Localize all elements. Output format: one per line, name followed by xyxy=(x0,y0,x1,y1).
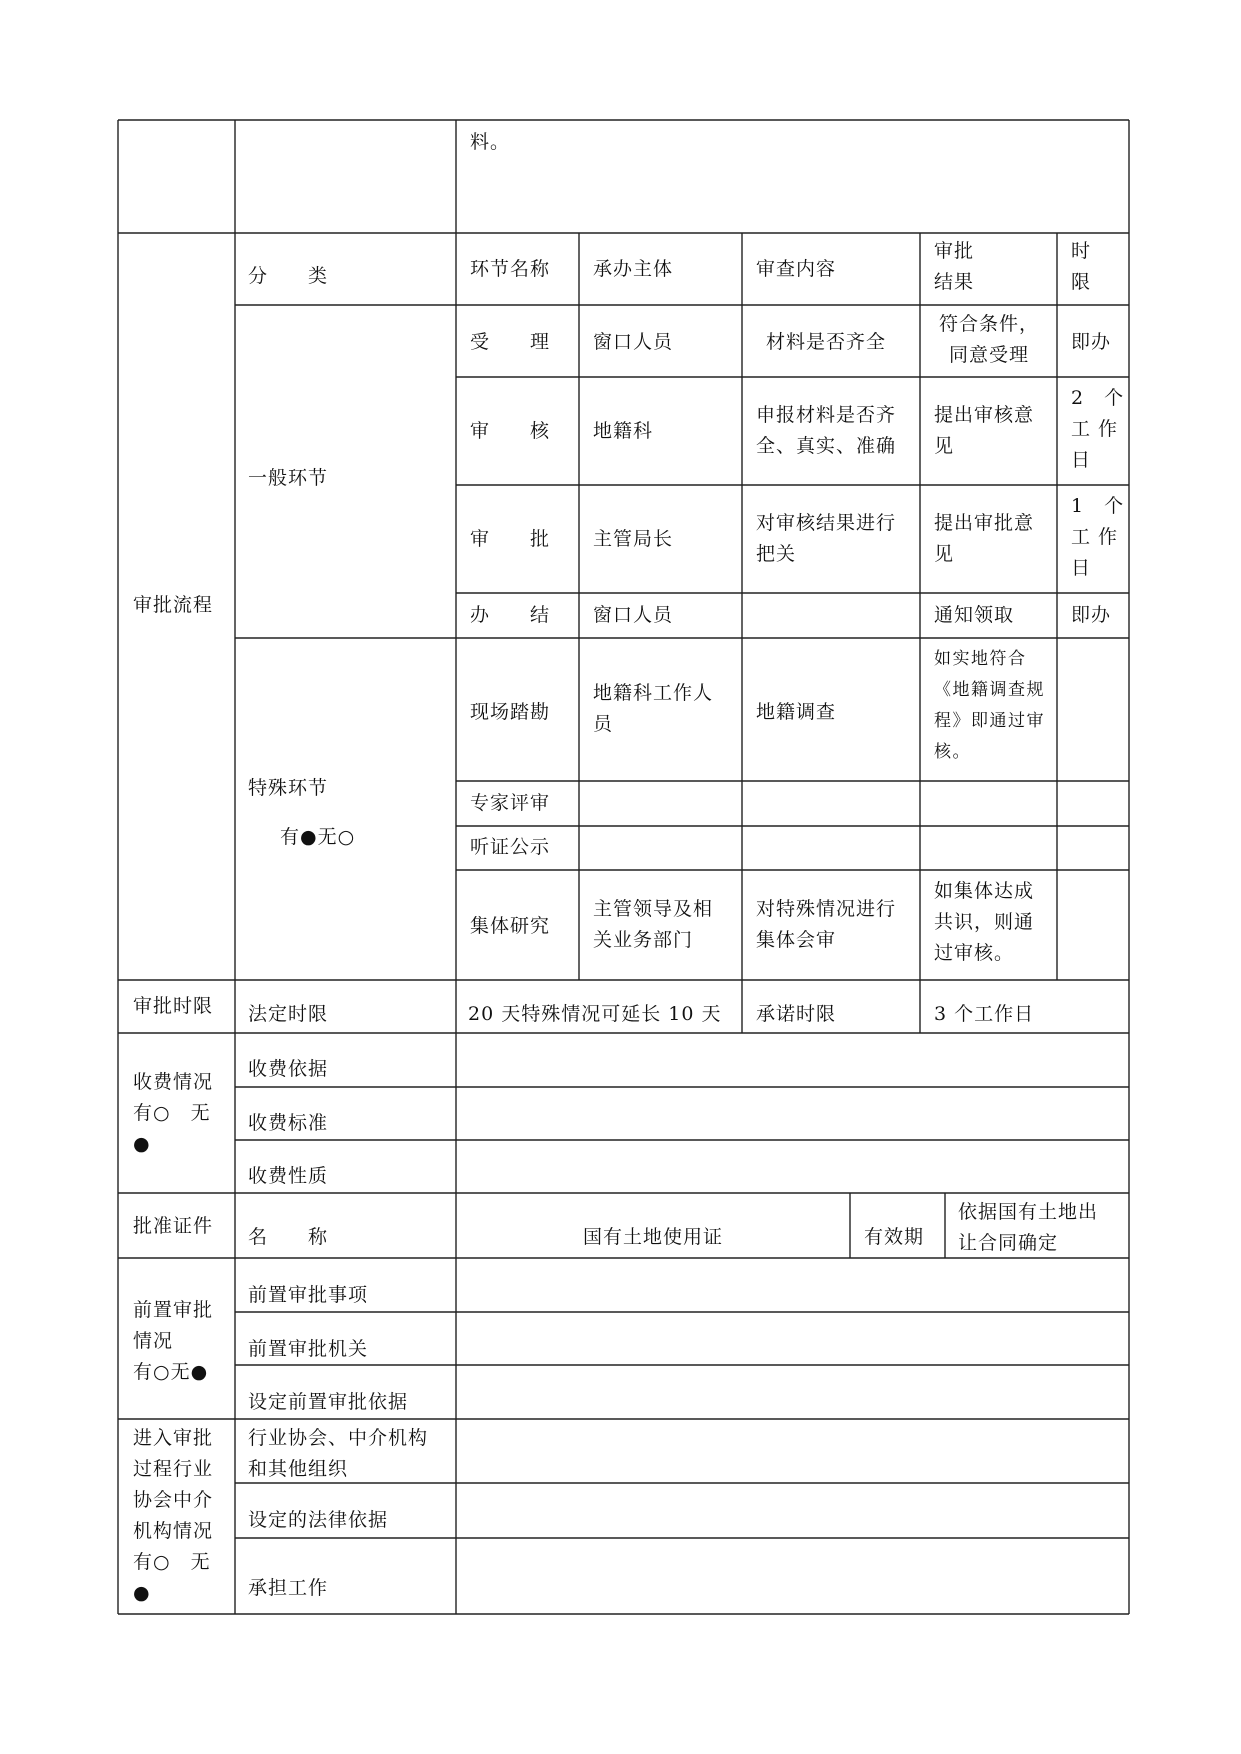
pre-approval-label: 前置审批 情况 有○无● xyxy=(133,1299,214,1383)
promise-limit-value: 3 个工作日 xyxy=(934,1003,1035,1025)
certificate-name-value: 国有土地使用证 xyxy=(582,1226,723,1248)
general-step-handler: 主管局长 xyxy=(593,528,674,550)
special-step-review: 地籍调查 xyxy=(756,701,837,723)
general-steps-label: 一般环节 xyxy=(248,467,329,489)
header-result: 审批 结果 xyxy=(934,240,975,293)
general-step-name: 审 核 xyxy=(470,420,551,442)
general-step-result: 提出审批意 见 xyxy=(934,512,1035,565)
pre-approval-row-label: 前置审批机关 xyxy=(248,1338,369,1360)
general-step-result: 符合条件， 同意受理 xyxy=(938,313,1039,366)
general-step-limit: 即办 xyxy=(1071,331,1112,353)
general-step-result: 通知领取 xyxy=(934,604,1015,626)
special-step-name: 专家评审 xyxy=(470,792,551,814)
certificate-label: 批准证件 xyxy=(133,1215,214,1237)
fee-row-label: 收费性质 xyxy=(248,1165,329,1187)
fee-row-label: 收费依据 xyxy=(248,1058,329,1080)
pre-approval-row-label: 设定前置审批依据 xyxy=(248,1391,409,1413)
special-steps-label: 特殊环节 xyxy=(248,777,329,799)
process-section-label: 审批流程 xyxy=(133,594,214,616)
intermediary-row-label: 设定的法律依据 xyxy=(248,1509,389,1531)
intermediary-label: 进入审批 过程行业 协会中介 机构情况 有○ 无 ● xyxy=(133,1427,214,1604)
top-row-text: 料。 xyxy=(470,131,511,153)
general-step-handler: 窗口人员 xyxy=(593,331,674,353)
special-step-name: 集体研究 xyxy=(470,915,551,937)
validity-label: 有效期 xyxy=(864,1226,925,1248)
header-step-name: 环节名称 xyxy=(470,258,551,280)
time-limit-label: 审批时限 xyxy=(133,995,214,1017)
special-step-handler: 地籍科工作人 员 xyxy=(593,682,714,735)
general-step-name: 审 批 xyxy=(470,528,551,550)
special-step-result: 如集体达成 共识，则通 过审核。 xyxy=(934,880,1035,964)
general-step-review: 材料是否齐全 xyxy=(766,331,887,353)
special-step-review: 对特殊情况进行 集体会审 xyxy=(756,898,897,951)
general-step-review: 申报材料是否齐 全、真实、准确 xyxy=(756,404,897,457)
special-step-result: 如实地符合 《地籍调查规 程》即通过审 核。 xyxy=(934,649,1045,762)
general-step-review: 对审核结果进行 把关 xyxy=(756,512,897,565)
certificate-name-label: 名 称 xyxy=(248,1226,329,1248)
general-step-handler: 地籍科 xyxy=(593,420,654,442)
intermediary-row-label: 行业协会、中介机构 和其他组织 xyxy=(248,1427,429,1480)
header-review: 审查内容 xyxy=(756,258,837,280)
special-steps-flag: 有●无○ xyxy=(280,826,356,848)
header-category: 分 类 xyxy=(248,265,329,287)
legal-limit-value: 20 天特殊情况可延长 10 天 xyxy=(468,1003,722,1025)
general-step-limit: 1 个 工 作 日 xyxy=(1071,495,1125,579)
special-step-handler: 主管领导及相 关业务部门 xyxy=(593,898,714,951)
special-step-name: 现场踏勘 xyxy=(470,701,551,723)
general-step-limit: 2 个 工 作 日 xyxy=(1071,387,1125,471)
general-step-handler: 窗口人员 xyxy=(593,604,674,626)
general-step-name: 受 理 xyxy=(470,331,551,353)
header-limit: 时 限 xyxy=(1071,240,1092,293)
legal-limit-label: 法定时限 xyxy=(248,1003,329,1025)
fee-row-label: 收费标准 xyxy=(248,1112,329,1134)
special-step-name: 听证公示 xyxy=(470,836,551,858)
fees-label: 收费情况 有○ 无 ● xyxy=(133,1071,214,1155)
general-step-name: 办 结 xyxy=(470,604,551,626)
header-handler: 承办主体 xyxy=(593,258,674,280)
promise-limit-label: 承诺时限 xyxy=(756,1003,837,1025)
validity-value: 依据国有土地出 让合同确定 xyxy=(958,1201,1099,1254)
general-step-result: 提出审核意 见 xyxy=(934,404,1035,457)
intermediary-row-label: 承担工作 xyxy=(248,1577,329,1599)
general-step-limit: 即办 xyxy=(1071,604,1112,626)
pre-approval-row-label: 前置审批事项 xyxy=(248,1284,369,1306)
